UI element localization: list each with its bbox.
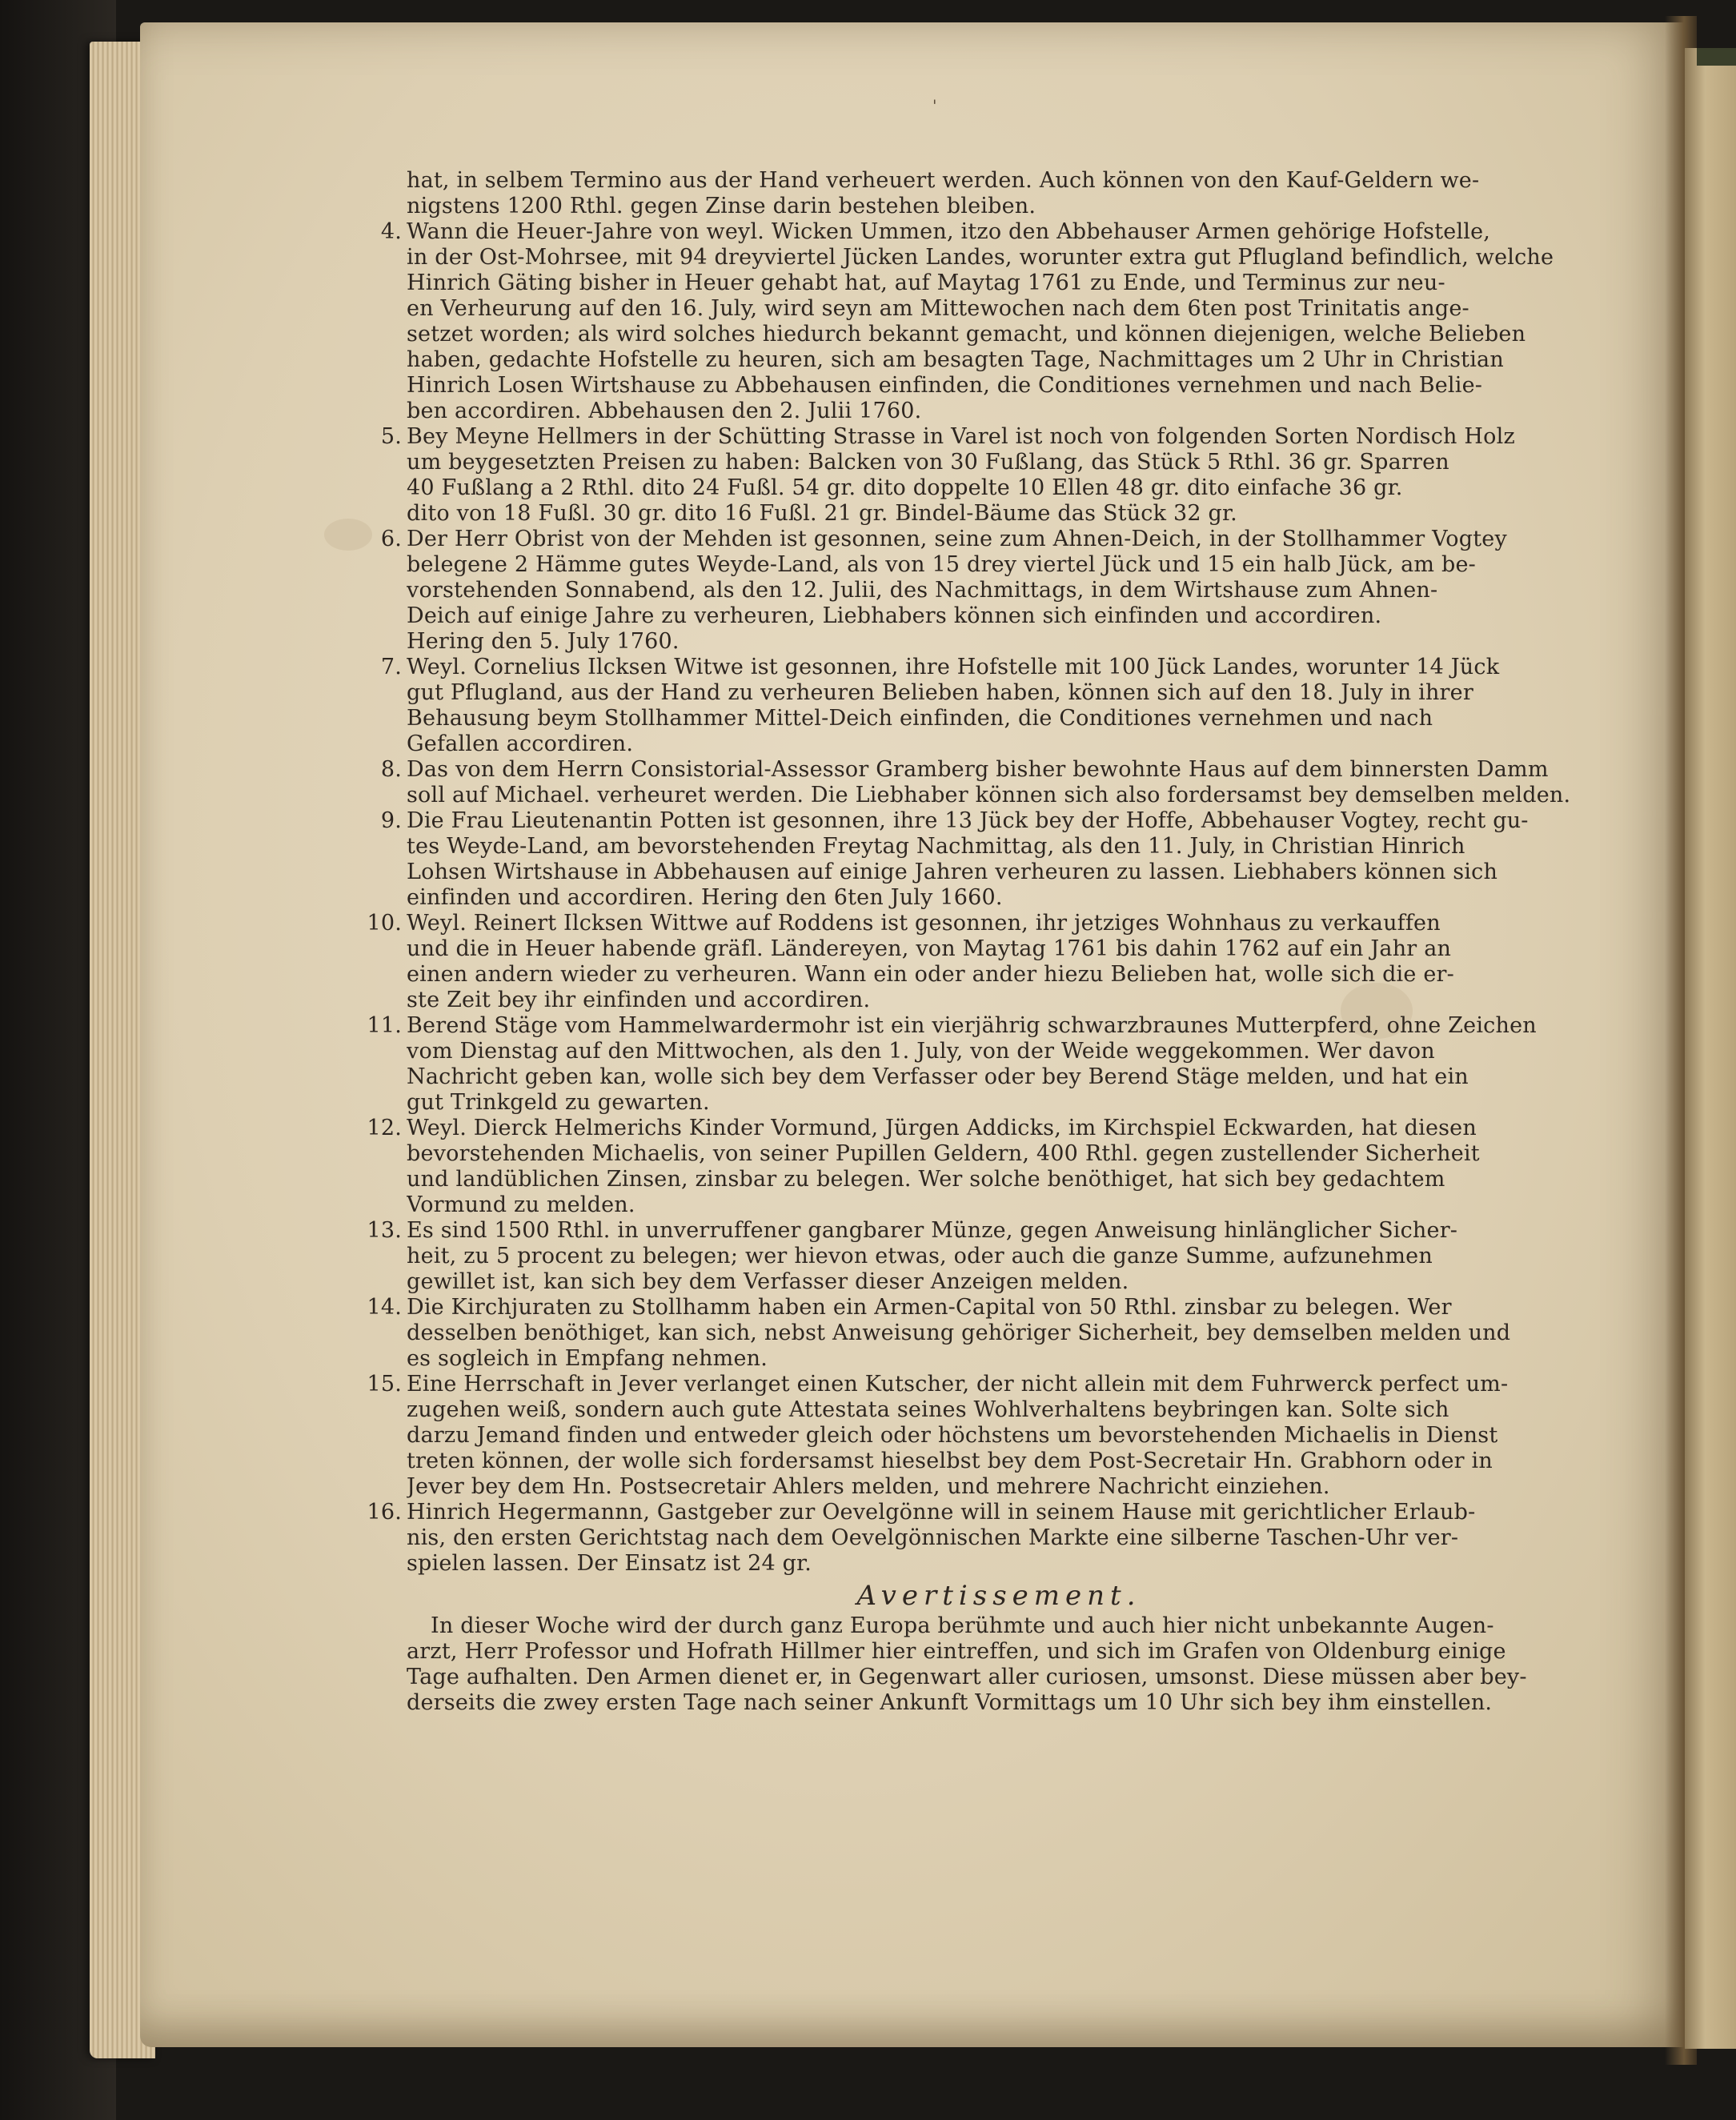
text-line: gut Trinkgeld zu gewarten. — [407, 1090, 710, 1115]
text-line: 40 Fußlang a 2 Rthl. dito 24 Fußl. 54 gr. dito doppelte 10 Ellen 48 gr. dito einfache 36 gr. — [407, 475, 1403, 500]
entry-number: 16. — [367, 1500, 402, 1525]
text-line: desselben benöthiget, kan sich, nebst Anweisung gehöriger Sicherheit, bey demselben melden und — [407, 1320, 1511, 1345]
text-line: belegene 2 Hämme gutes Weyde-Land, als von 15 drey viertel Jück und 15 ein halb Jück, am be- — [407, 552, 1477, 577]
text-line: treten können, der wolle sich fordersamst hieselbst bey dem Post-Secretair Hn. Grabhorn oder in — [407, 1449, 1493, 1473]
notice-entry — [367, 1218, 1591, 1295]
text-line: Es sind 1500 Rthl. in unverruffener gangbarer Münze, gegen Anweisung hinlänglicher Sicher- — [407, 1218, 1458, 1243]
continuation-paragraph — [407, 168, 1591, 219]
notice-entry — [367, 1500, 1591, 1577]
text-line: haben, gedachte Hofstelle zu heuren, sich am besagten Tage, Nachmittages um 2 Uhr in Christian — [407, 347, 1504, 372]
notice-entry — [367, 1116, 1591, 1218]
text-line: ben accordiren. Abbehausen den 2. Julii 1760. — [407, 399, 922, 423]
text-line: Der Herr Obrist von der Mehden ist gesonnen, seine zum Ahnen-Deich, in der Stollhammer Vogtey — [407, 527, 1507, 551]
text-line: nis, den ersten Gerichtstag nach dem Oevelgönnischen Markte eine silberne Taschen-Uhr ver- — [407, 1525, 1459, 1550]
text-line: und landüblichen Zinsen, zinsbar zu belegen. Wer solche benöthiget, hat sich bey gedachtem — [407, 1167, 1445, 1192]
text-line: Jever bey dem Hn. Postsecretair Ahlers melden, und mehrere Nachricht einziehen. — [407, 1474, 1330, 1499]
text-line: Vormund zu melden. — [407, 1192, 635, 1217]
text-line: darzu Jemand finden und entweder gleich oder höchstens um bevorstehenden Michaelis in Dienst — [407, 1423, 1498, 1448]
date-line: Hering den 5. July 1760. — [407, 629, 680, 654]
entry-number: 13. — [367, 1218, 402, 1243]
text-line: Das von dem Herrn Consistorial-Assessor Gramberg bisher bewohnte Haus auf dem binnersten Damm — [407, 757, 1549, 782]
text-line: heit, zu 5 procent zu belegen; wer hievon etwas, oder auch die ganze Summe, aufzunehmen — [407, 1244, 1433, 1268]
bookmark-ribbon — [1697, 48, 1736, 66]
entry-number: 7. — [380, 655, 402, 679]
text-line: in der Ost-Mohrsee, mit 94 dreyviertel Jücken Landes, worunter extra gut Pflugland befindlich, welche — [407, 245, 1554, 270]
text-line: Die Kirchjuraten zu Stollhamm haben ein Armen-Capital von 50 Rthl. zinsbar zu belegen. Wer — [407, 1295, 1452, 1320]
entry-number: 11. — [367, 1013, 402, 1038]
entry-number: 10. — [367, 911, 402, 936]
text-line: Die Frau Lieutenantin Potten ist gesonnen, ihre 13 Jück bey der Hoffe, Abbehauser Vogtey, recht gu- — [407, 808, 1529, 833]
text-line: es sogleich in Empfang nehmen. — [407, 1346, 768, 1371]
page-marker: ' — [932, 96, 937, 115]
notice-entry — [380, 527, 1591, 655]
text-line: Hinrich Gäting bisher in Heuer gehabt hat, auf Maytag 1761 zu Ende, und Terminus zur neu- — [407, 271, 1445, 295]
entry-number: 8. — [380, 757, 402, 782]
text-line: bevorstehenden Michaelis, von seiner Pupillen Geldern, 400 Rthl. gegen zustellender Sicherheit — [407, 1141, 1480, 1166]
text-line: dito von 18 Fußl. 30 gr. dito 16 Fußl. 21 gr. Bindel-Bäume das Stück 32 gr. — [407, 501, 1237, 526]
entries-list — [367, 219, 1591, 1577]
entry-number: 15. — [367, 1372, 402, 1397]
text-line: Nachricht geben kan, wolle sich bey dem Verfasser oder bey Berend Stäge melden, und hat ein — [407, 1064, 1469, 1089]
text-line: Hinrich Hegermannn, Gastgeber zur Oevelgönne will in seinem Hause mit gerichtlicher Erlaub- — [407, 1500, 1476, 1525]
text-line: Deich auf einige Jahre zu verheuren, Liebhabers können sich einfinden und accordiren. — [407, 603, 1382, 628]
notice-entry — [380, 219, 1591, 424]
text-line: arzt, Herr Professor und Hofrath Hillmer hier eintreffen, und sich im Grafen von Oldenburg einige — [407, 1639, 1506, 1664]
text-line: In dieser Woche wird der durch ganz Europa berühmte und auch hier nicht unbekannte Augen- — [431, 1613, 1494, 1638]
text-line: nigstens 1200 Rthl. gegen Zinse darin bestehen bleiben. — [407, 194, 1036, 218]
text-line: Hinrich Losen Wirtshause zu Abbehausen einfinden, die Conditiones vernehmen und nach Belie- — [407, 373, 1483, 398]
text-line: zugehen weiß, sondern auch gute Attestata seines Wohlverhaltens beybringen kan. Solte sich — [407, 1397, 1449, 1422]
next-page-edge — [1685, 48, 1736, 2049]
text-line: um beygesetzten Preisen zu haben: Balcken von 30 Fußlang, das Stück 5 Rthl. 36 gr. Sparren — [407, 450, 1449, 475]
text-line: gut Pflugland, aus der Hand zu verheuren Belieben haben, können sich auf den 18. July in ihrer — [407, 680, 1473, 705]
entry-number: 9. — [380, 808, 402, 833]
text-line: Tage aufhalten. Den Armen dienet er, in Gegenwart aller curiosen, umsonst. Diese müssen aber bey- — [407, 1665, 1527, 1689]
text-line: einen andern wieder zu verheuren. Wann ein oder ander hiezu Belieben hat, wolle sich die er- — [407, 962, 1454, 987]
text-line: en Verheurung auf den 16. July, wird seyn am Mittewochen nach dem 6ten post Trinitatis ange- — [407, 296, 1469, 321]
text-line: ste Zeit bey ihr einfinden und accordiren. — [407, 988, 871, 1012]
text-line: Wann die Heuer-Jahre von weyl. Wicken Ummen, itzo den Abbehauser Armen gehörige Hofstelle, — [407, 219, 1491, 244]
text-line: gewillet ist, kan sich bey dem Verfasser dieser Anzeigen melden. — [407, 1269, 1129, 1294]
text-line: tes Weyde-Land, am bevorstehenden Freytag Nachmittag, als den 11. July, in Christian Hinrich — [407, 834, 1465, 859]
text-line: Gefallen accordiren. — [407, 731, 634, 756]
notice-entry — [367, 911, 1591, 1013]
text-line: vorstehenden Sonnabend, als den 12. Julii, des Nachmittags, in dem Wirtshause zum Ahnen- — [407, 578, 1438, 603]
notice-entry — [380, 424, 1591, 527]
text-line: Berend Stäge vom Hammelwardermohr ist ein vierjährig schwarzbraunes Mutterpferd, ohne Zeichen — [407, 1013, 1537, 1038]
text-line: soll auf Michael. verheuret werden. Die Liebhaber können sich also fordersamst bey demselben melden. — [407, 783, 1571, 808]
text-line: hat, in selbem Termino aus der Hand verheuert werden. Auch können von den Kauf-Geldern we- — [407, 168, 1480, 193]
text-line: vom Dienstag auf den Mittwochen, als den 1. July, von der Weide weggekommen. Wer davon — [407, 1039, 1435, 1064]
text-line: Eine Herrschaft in Jever verlanget einen Kutscher, der nicht allein mit dem Fuhrwerck perfect um- — [407, 1372, 1509, 1397]
text-line: Lohsen Wirtshause in Abbehausen auf einige Jahren verheuren zu lassen. Liebhabers können sich — [407, 860, 1498, 884]
text-line: Bey Meyne Hellmers in der Schütting Strasse in Varel ist noch von folgenden Sorten Nordisch Holz — [407, 424, 1515, 449]
text-line: spielen lassen. Der Einsatz ist 24 gr. — [407, 1551, 812, 1576]
text-line: und die in Heuer habende gräfl. Ländereyen, von Maytag 1761 bis dahin 1762 auf ein Jahr an — [407, 936, 1452, 961]
text-line: derseits die zwey ersten Tage nach seiner Ankunft Vormittags um 10 Uhr sich bey ihm einstellen. — [407, 1690, 1493, 1715]
avertissement-paragraph — [407, 1613, 1591, 1716]
text-line: einfinden und accordiren. Hering den 6ten July 1660. — [407, 885, 1003, 910]
text-line: Weyl. Dierck Helmerichs Kinder Vormund, Jürgen Addicks, im Kirchspiel Eckwarden, hat diesen — [407, 1116, 1477, 1140]
notice-entry — [380, 757, 1591, 808]
text-line: Weyl. Cornelius Ilcksen Witwe ist gesonnen, ihre Hofstelle mit 100 Jück Landes, worunter 14 Jück — [407, 655, 1500, 679]
notice-entry — [367, 1295, 1591, 1372]
entry-number: 4. — [380, 219, 402, 244]
notice-entry — [367, 1013, 1591, 1116]
entry-number: 12. — [367, 1116, 402, 1140]
notice-entry — [367, 1372, 1591, 1500]
avertissement-heading: Avertissement. — [856, 1580, 1141, 1612]
text-line: setzet worden; als wird solches hiedurch bekannt gemacht, und können diejenigen, welche Belieben — [407, 322, 1526, 347]
entry-number: 14. — [367, 1295, 402, 1320]
entry-number: 5. — [380, 424, 402, 449]
notice-entry — [380, 655, 1591, 757]
entry-number: 6. — [380, 527, 402, 551]
text-line: Behausung beym Stollhammer Mittel-Deich einfinden, die Conditiones vernehmen und nach — [407, 706, 1433, 731]
stain — [324, 519, 372, 551]
text-block — [367, 168, 1591, 1716]
notice-entry — [380, 808, 1591, 911]
text-line: Weyl. Reinert Ilcksen Wittwe auf Roddens ist gesonnen, ihr jetziges Wohnhaus zu verkauffen — [407, 911, 1441, 936]
